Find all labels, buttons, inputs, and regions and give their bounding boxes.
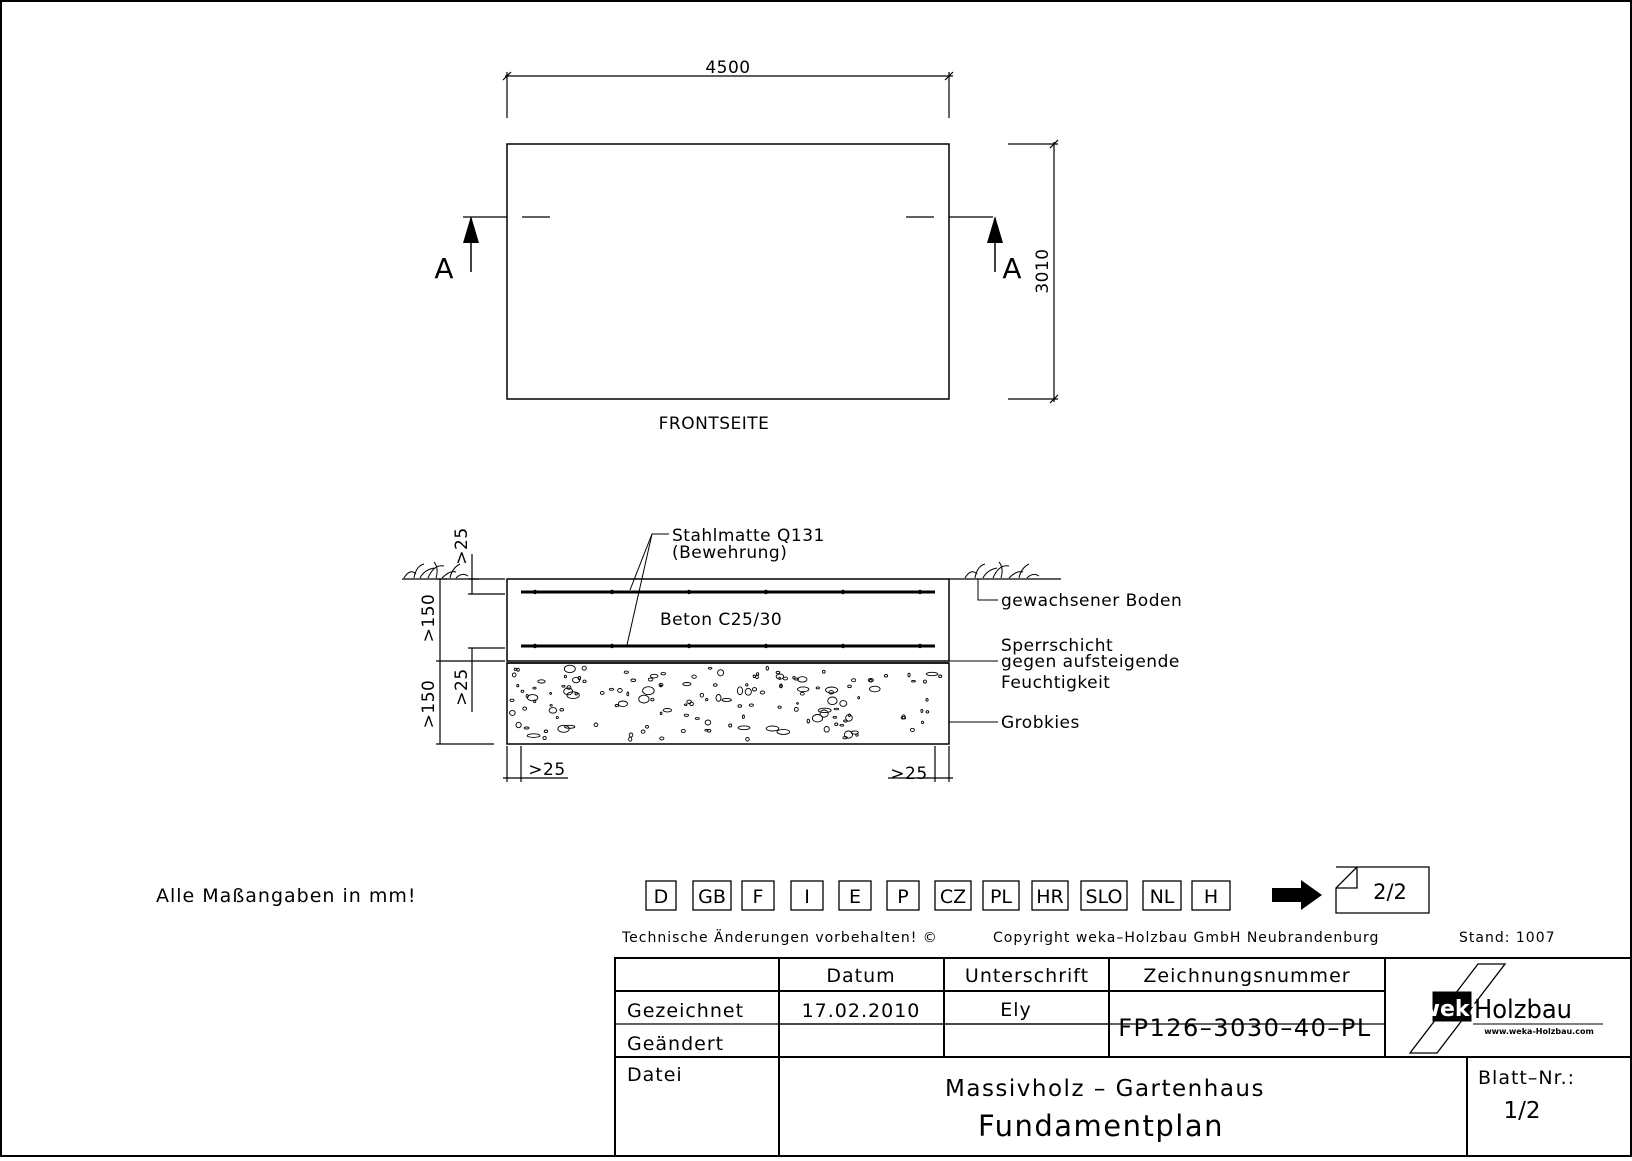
- lang-label-i[interactable]: I: [804, 886, 810, 908]
- section-arrow-right-icon: [987, 216, 1003, 243]
- lang-label-pl[interactable]: PL: [989, 886, 1013, 908]
- label-rebar-line1: Stahlmatte Q131: [672, 526, 825, 546]
- plan-view: [434, 58, 1058, 434]
- section-arrow-left-icon: [463, 216, 479, 243]
- width-dimension-text: 4500: [705, 58, 751, 78]
- lang-label-gb[interactable]: GB: [698, 886, 726, 908]
- row-datei: Datei: [627, 1064, 683, 1086]
- dim-bottom-right-25: >25: [890, 764, 928, 784]
- label-barrier-line2: gegen aufsteigende: [1001, 652, 1180, 672]
- dim-top-25: >25: [452, 527, 472, 565]
- lang-label-hr[interactable]: HR: [1036, 886, 1064, 908]
- header-unterschrift: Unterschrift: [964, 965, 1090, 987]
- next-page-label[interactable]: 2/2: [1373, 880, 1407, 904]
- disclaimer-text: Technische Änderungen vorbehalten! ©: [622, 930, 938, 946]
- drawing-title: Fundamentplan: [978, 1109, 1224, 1143]
- row-gezeichnet: Gezeichnet: [627, 1000, 745, 1022]
- header-datum: Datum: [826, 965, 896, 987]
- sheet-number-value: 1/2: [1503, 1098, 1541, 1124]
- dim-bottom-left-25: >25: [528, 760, 566, 780]
- dim-slab-150: >150: [419, 593, 439, 643]
- logo-brand-left: weka: [1419, 997, 1485, 1022]
- sheet-number-label: Blatt–Nr.:: [1478, 1067, 1576, 1089]
- dim-mid-25: >25: [452, 668, 472, 706]
- section-marker-right: A: [1002, 252, 1022, 285]
- section-marker-left: A: [434, 252, 454, 285]
- weka-holzbau-logo: [1410, 964, 1603, 1053]
- lang-label-slo[interactable]: SLO: [1085, 886, 1123, 908]
- grass-right-icon: [965, 562, 1039, 578]
- stand-text: Stand: 1007: [1459, 930, 1556, 946]
- lang-label-d[interactable]: D: [653, 886, 669, 908]
- gravel-bed: [507, 663, 949, 744]
- lang-label-p[interactable]: P: [897, 886, 909, 908]
- header-zeichnungsnummer: Zeichnungsnummer: [1143, 965, 1351, 987]
- label-concrete: Beton C25/30: [660, 610, 783, 630]
- lang-label-e[interactable]: E: [848, 886, 862, 908]
- label-barrier-line3: Feuchtigkeit: [1001, 673, 1111, 693]
- date-drawn: 17.02.2010: [801, 1000, 921, 1022]
- lang-label-h[interactable]: H: [1203, 886, 1219, 908]
- lang-label-cz[interactable]: CZ: [939, 886, 967, 908]
- lang-label-nl[interactable]: NL: [1149, 886, 1175, 908]
- foundation-outline: [507, 144, 949, 399]
- label-soil: gewachsener Boden: [1001, 591, 1183, 611]
- logo-url: www.weka-Holzbau.com: [1484, 1027, 1594, 1036]
- next-page-arrow-icon[interactable]: [1272, 880, 1322, 910]
- units-note: Alle Maßangaben in mm!: [156, 885, 417, 907]
- project-title: Massivholz – Gartenhaus: [945, 1076, 1265, 1102]
- gravel-pebbles: [510, 665, 942, 741]
- label-gravel: Grobkies: [1001, 713, 1080, 733]
- label-rebar-line2: (Bewehrung): [672, 543, 788, 563]
- depth-dimension-text: 3010: [1033, 248, 1053, 294]
- section-view: [402, 526, 1182, 784]
- copyright-text: Copyright weka–Holzbau GmbH Neubrandenburg: [993, 930, 1380, 946]
- signature: Ely: [1000, 999, 1032, 1021]
- lang-label-f[interactable]: F: [752, 886, 764, 908]
- label-barrier-line1: Sperrschicht: [1001, 636, 1114, 656]
- dim-gravel-150: >150: [419, 679, 439, 729]
- row-geaendert: Geändert: [627, 1033, 725, 1055]
- drawing-number: FP126–3030–40–PL: [1118, 1014, 1372, 1042]
- language-selector: [646, 881, 1230, 910]
- logo-brand-right: Holzbau: [1474, 995, 1572, 1025]
- front-side-label: FRONTSEITE: [658, 414, 770, 434]
